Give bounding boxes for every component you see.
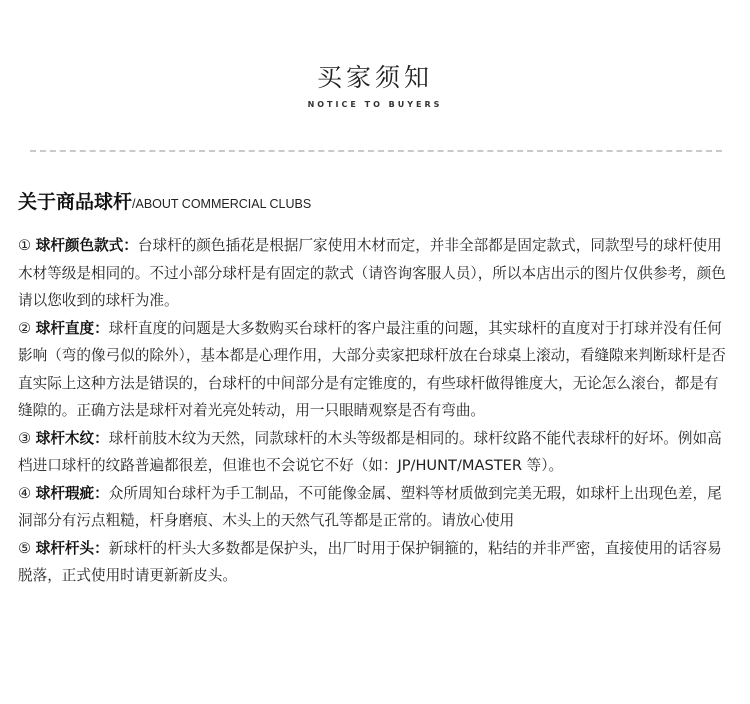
item-marker: ⑤	[18, 539, 32, 557]
section-heading-zh: 关于商品球杆	[18, 191, 133, 213]
item-marker: ②	[18, 319, 32, 337]
item-label: 球杆颜色款式：	[35, 237, 138, 254]
notice-body	[18, 232, 733, 590]
notice-item-grain	[18, 425, 733, 480]
item-text: 球杆直度的问题是大多数购买台球杆的客户最注重的问题，其实球杆的直度对于打球并没有任何影响（弯的像弓似的除外），基本都是心理作用，大部分卖家把球杆放在台球桌上滚动，看缝隙来判断球杆是否直实际上这种方法是错误的，台球杆的中间部分是有定锥度的，有些球杆做得锥度大，无论怎么滚台，都是有缝隙的。正确方法是球杆对着光亮处转动，用一只眼睛观察是否有弯曲。	[18, 319, 726, 419]
notice-item-color	[18, 232, 733, 315]
item-text: 球杆前肢木纹为天然，同款球杆的木头等级都是相同的。球杆纹路不能代表球杆的好坏。例如高档进口球杆的纹路普遍都很差，但谁也不会说它不好（如：JP/HUNT/MASTER 等）。	[18, 429, 722, 474]
notice-item-flaws	[18, 480, 733, 535]
page-title: 买家须知	[316, 63, 433, 92]
notice-item-tip	[18, 535, 733, 590]
section-heading	[18, 187, 311, 214]
page-subtitle: NOTICE TO BUYERS	[307, 100, 443, 109]
item-text: 台球杆的颜色插花是根据厂家使用木材而定，并非全部都是固定款式，同款型号的球杆使用木材等级是相同的。不过小部分球杆是有固定的款式（请咨询客服人员），所以本店出示的图片仅供参考，颜色请以您收到的球杆为准。	[18, 237, 726, 309]
notice-item-straightness	[18, 315, 733, 425]
item-label: 球杆杆头：	[35, 539, 109, 557]
item-label: 球杆瑕疵：	[35, 484, 109, 502]
item-text: 众所周知台球杆为手工制品，不可能像金属、塑料等材质做到完美无瑕，如球杆上出现色差，尾洞部分有污点粗糙，杆身磨痕、木头上的天然气孔等都是正常的。请放心使用	[18, 484, 722, 529]
dashed-divider	[30, 150, 722, 152]
item-marker: ①	[18, 237, 32, 254]
item-label: 球杆直度：	[35, 319, 109, 337]
item-text: 新球杆的杆头大多数都是保护头，出厂时用于保护铜箍的，粘结的并非严密，直接使用的话容易脱落，正式使用时请更新新皮头。	[18, 539, 722, 584]
item-marker: ③	[18, 429, 32, 447]
item-marker: ④	[18, 484, 32, 502]
section-heading-en: /ABOUT COMMERCIAL CLUBS	[132, 197, 312, 211]
item-label: 球杆木纹：	[35, 429, 109, 447]
